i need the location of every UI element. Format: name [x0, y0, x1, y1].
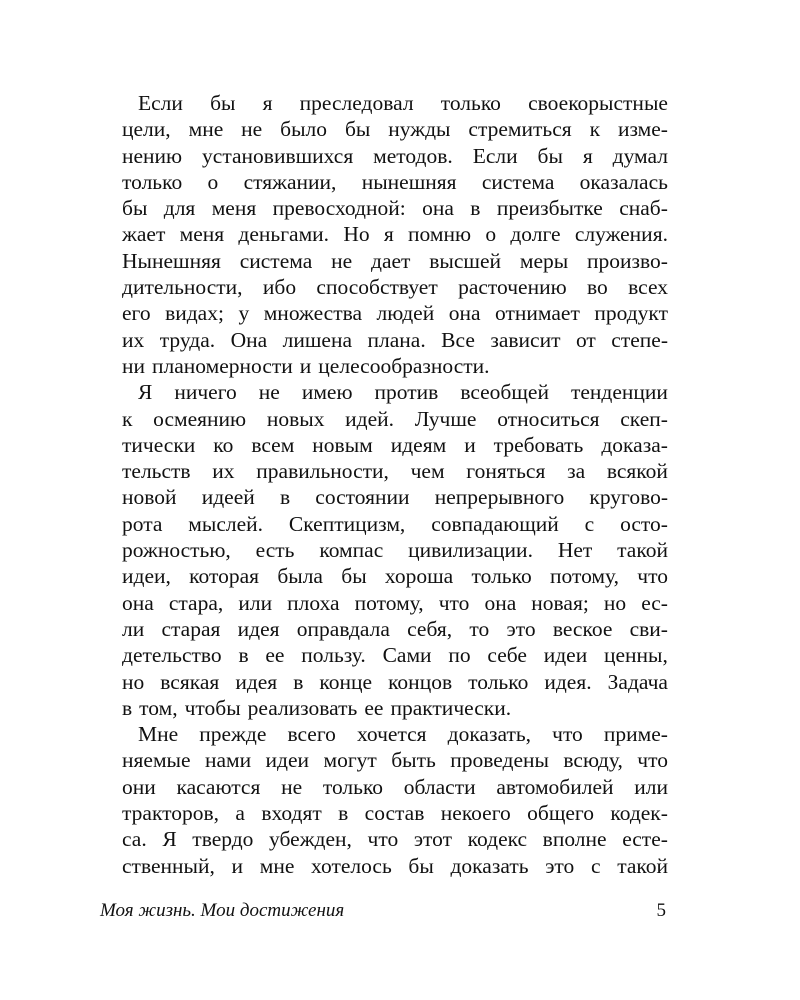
running-title: Моя жизнь. Мои достижения	[100, 900, 345, 921]
text-line: тически ко всем новым идеям и требовать доказа-	[122, 432, 668, 457]
page-footer	[100, 900, 666, 928]
text-line: тельств их правильности, чем гоняться за всякой	[122, 459, 668, 484]
text-line: цели, мне не было бы нужды стремиться к изме-	[122, 117, 668, 142]
text-line: к осмеянию новых идей. Лучше относиться скеп-	[122, 406, 668, 431]
text-line: Мне прежде всего хочется доказать, что приме-	[138, 722, 668, 747]
page-number: 5	[656, 900, 666, 921]
text-line: они касаются не только области автомобилей или	[122, 774, 668, 799]
text-line: дительности, ибо способствует расточению во всех	[122, 275, 668, 300]
text-line: нению установившихся методов. Если бы я думал	[122, 143, 668, 168]
text-line: детельство в ее пользу. Сами по себе идеи ценны,	[122, 643, 668, 668]
text-line: только о стяжании, нынешняя система оказалась	[122, 169, 668, 194]
text-line: она стара, или плоха потому, что она новая; но ес-	[122, 590, 668, 615]
text-line: но всякая идея в конце концов только идея. Задача	[122, 669, 668, 694]
text-line: идеи, которая была бы хороша только потому, что	[122, 564, 668, 589]
text-line: рожностью, есть компас цивилизации. Нет такой	[122, 538, 668, 563]
text-line: ли старая идея оправдала себя, то это веское сви-	[122, 616, 668, 641]
text-line: новой идеей в состоянии непрерывного кругово-	[122, 485, 668, 510]
text-line: их труда. Она лишена плана. Все зависит от степе-	[122, 327, 668, 352]
text-line: ственный, и мне хотелось бы доказать это с такой	[122, 853, 668, 878]
text-line: са. Я твердо убежден, что этот кодекс вполне есте-	[122, 827, 668, 852]
text-line: Нынешняя система не дает высшей меры произво-	[122, 248, 668, 273]
text-line: тракторов, а входят в состав некоего общего кодек-	[122, 801, 668, 826]
text-line: Если бы я преследовал только своекорыстные	[138, 91, 668, 115]
text-line: ни планомерности и целесообразности.	[122, 353, 490, 378]
text-line: его видах; у множества людей она отнимает продукт	[122, 301, 668, 326]
body-text	[122, 90, 668, 879]
text-line: бы для меня превосходной: она в преизбытке снаб-	[122, 196, 668, 221]
text-line: няемые нами идеи могут быть проведены всюду, что	[122, 748, 668, 773]
text-line: Я ничего не имею против всеобщей тенденции	[138, 380, 668, 405]
text-line: жает меня деньгами. Но я помню о долге служения.	[122, 222, 668, 247]
text-line: рота мыслей. Скептицизм, совпадающий с осто-	[122, 511, 668, 536]
text-line: в том, чтобы реализовать ее практически.	[122, 695, 512, 720]
